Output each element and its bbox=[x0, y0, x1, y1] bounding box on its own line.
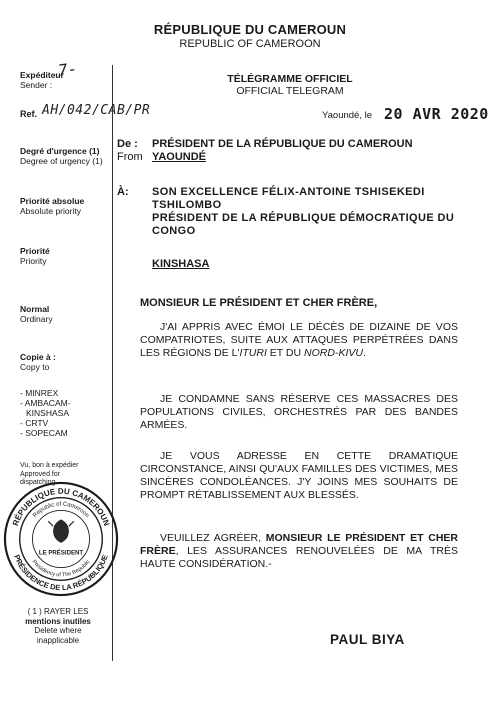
p1-text-c: . bbox=[362, 347, 366, 359]
p1-ituri: ITURI bbox=[239, 347, 267, 359]
from-label-fr: De : bbox=[117, 138, 138, 150]
telegram-title-fr: TÉLÉGRAMME OFFICIEL bbox=[227, 73, 353, 85]
footnote-en-2: inapplicable bbox=[36, 635, 80, 645]
copy-list bbox=[20, 388, 112, 438]
from-name: PRÉSIDENT DE LA RÉPUBLIQUE DU CAMEROUN bbox=[152, 138, 413, 150]
from-city: YAOUNDÉ bbox=[152, 151, 206, 163]
sender-handwritten-mark: 7- bbox=[56, 58, 79, 81]
paragraph-4 bbox=[140, 532, 458, 571]
dateline-city: Yaoundé, le bbox=[322, 110, 373, 121]
p4-text-a: VEUILLEZ AGRÉER, bbox=[160, 532, 266, 544]
republic-title-fr: RÉPUBLIQUE DU CAMEROUN bbox=[153, 22, 347, 37]
priority-absolute-option bbox=[20, 196, 112, 216]
dateline-date-stamp: 20 AVR 2020 bbox=[384, 105, 489, 123]
stamp-bottom-inner-text: Presidency of The Republic bbox=[30, 559, 92, 579]
urgency-label-en: Degree of urgency (1) bbox=[20, 156, 103, 166]
ref-handwritten-value: AH/042/CAB/PR bbox=[42, 103, 151, 118]
to-line-2: TSHILOMBO bbox=[152, 199, 222, 211]
p4-text-c: , LES ASSURANCES RENOUVELÉES DE MA TRÈS HAUTE CONSIDÉRATION.- bbox=[140, 545, 458, 570]
footnote-en-1: Delete where bbox=[34, 626, 82, 635]
priority-option bbox=[20, 246, 112, 266]
approval-en-1: Approved for bbox=[20, 470, 61, 478]
stamp-center-text: LE PRÉSIDENT bbox=[38, 549, 84, 557]
to-line-3: PRÉSIDENT DE LA RÉPUBLIQUE DÉMOCRATIQUE DU bbox=[152, 212, 455, 224]
telegram-title-en: OFFICIAL TELEGRAM bbox=[236, 85, 344, 97]
approval-fr: Vu, bon à expédier bbox=[20, 462, 79, 469]
priority-absolute-fr: Priorité absolue bbox=[20, 196, 85, 206]
republic-title-en: REPUBLIC OF CAMEROON bbox=[179, 38, 321, 50]
approval-en-2: dispatching bbox=[20, 479, 56, 486]
copy-recipient: - CRTV bbox=[20, 418, 49, 428]
stamp-bottom-outer-text: PRÉSIDENCE DE LA RÉPUBLIQUE bbox=[12, 553, 110, 593]
presidential-seal-stamp bbox=[2, 480, 120, 598]
svg-text:Presidency of The Republic bbox=[31, 559, 92, 579]
priority-absolute-en: Absolute priority bbox=[20, 206, 81, 216]
priority-en: Priority bbox=[20, 256, 47, 266]
copy-recipient: - AMBACAM- bbox=[20, 398, 71, 408]
salutation: MONSIEUR LE PRÉSIDENT ET CHER FRÈRE, bbox=[140, 297, 378, 309]
to-label: À: bbox=[117, 186, 129, 198]
copy-to-field bbox=[20, 352, 112, 372]
to-city: KINSHASA bbox=[152, 258, 210, 270]
p1-nord-kivu: NORD-KIVU bbox=[304, 347, 363, 359]
footnote-fr-1: ( 1 ) RAYER LES bbox=[27, 607, 89, 616]
to-recipient bbox=[152, 186, 472, 238]
copy-recipient: - MINREX bbox=[20, 388, 59, 398]
paragraph-2: JE CONDAMNE SANS RÉSERVE CES MASSACRES DES POPULATIONS CIVILES, ORCHESTRÉS PAR DES BANDES ARMÉES. bbox=[140, 393, 458, 431]
priority-fr: Priorité bbox=[20, 246, 50, 256]
copy-recipient: KINSHASA bbox=[26, 408, 69, 418]
p1-text-a: J'AI APPRIS AVEC ÉMOI LE DÉCÈS DE DIZAINE DE VOS COMPATRIOTES, SUITE AUX ATTAQUES PERPÉTRÉES DANS LES RÉGIONS DE L' bbox=[140, 321, 458, 359]
sender-label-en: Sender : bbox=[20, 80, 53, 90]
to-line-1: SON EXCELLENCE FÉLIX-ANTOINE TSHISEKEDI bbox=[152, 186, 425, 198]
from-label-en: From bbox=[117, 151, 143, 163]
p4-text-b: MONSIEUR LE PRÉSIDENT ET CHER FRÈRE bbox=[140, 532, 458, 557]
stamp-outer-text: RÉPUBLIQUE DU CAMEROUN bbox=[10, 486, 112, 528]
footnote bbox=[8, 607, 108, 645]
stamp-inner-text: Republic of Cameroon bbox=[32, 501, 90, 520]
copy-label-en: Copy to bbox=[20, 362, 50, 372]
stamp-emblem-icon bbox=[48, 519, 74, 543]
to-line-4: CONGO bbox=[152, 225, 196, 237]
footnote-fr-2: mentions inutiles bbox=[25, 616, 91, 626]
paragraph-3: JE VOUS ADRESSE EN CETTE DRAMATIQUE CIRCONSTANCE, AINSI QU'AUX FAMILLES DES VICTIMES, MES SINCÈRES CONDOLÉANCES. J'Y JOINS MES SOUHAITS DE PROMPT RÉTABLISSEMENT AUX BLESSÉS. bbox=[140, 450, 458, 501]
paragraph-1 bbox=[140, 321, 458, 360]
p1-text-b: ET DU bbox=[266, 347, 305, 359]
copy-recipient: - SOPECAM bbox=[20, 428, 68, 438]
urgency-label-fr: Degré d'urgence (1) bbox=[20, 146, 100, 156]
urgency-field bbox=[20, 146, 112, 166]
copy-label-fr: Copie à : bbox=[20, 352, 56, 362]
signature-name: PAUL BIYA bbox=[330, 632, 405, 647]
sender-label-fr: Expéditeur bbox=[20, 70, 64, 80]
normal-option bbox=[20, 304, 112, 324]
normal-en: Ordinary bbox=[20, 314, 53, 324]
ref-label: Ref. bbox=[20, 109, 38, 119]
normal-fr: Normal bbox=[20, 304, 50, 314]
